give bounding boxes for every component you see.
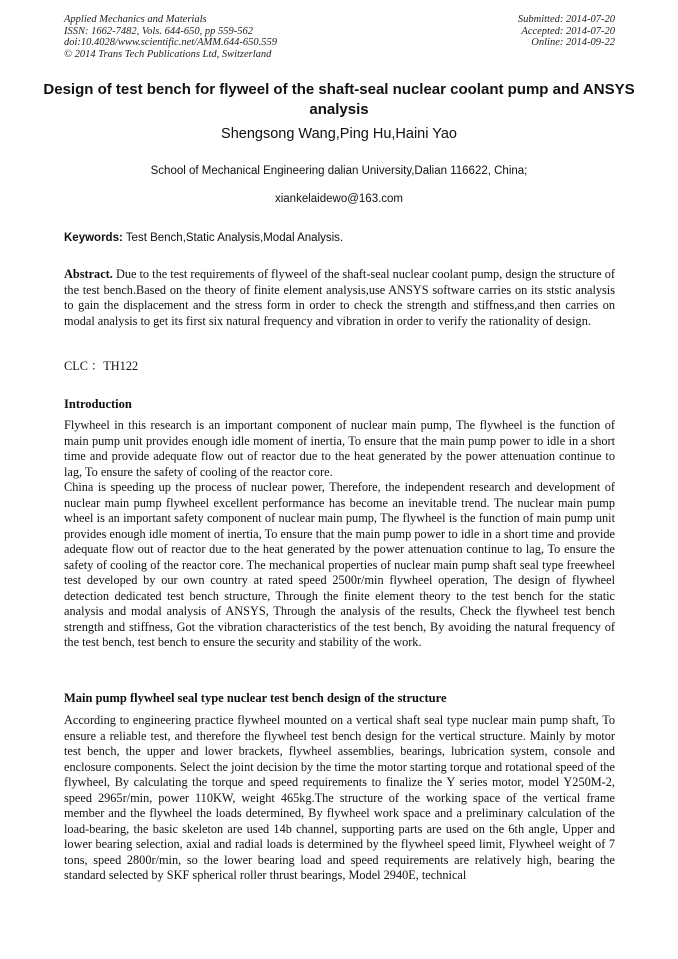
journal-header bbox=[64, 14, 277, 60]
accepted-date: Accepted: 2014-07-20 bbox=[521, 25, 615, 37]
author-list: Shengsong Wang,Ping Hu,Haini Yao bbox=[221, 126, 457, 142]
affiliation: School of Mechanical Engineering dalian University,Dalian 116622, China; bbox=[150, 165, 528, 177]
section-introduction-body bbox=[64, 418, 615, 651]
keywords bbox=[64, 232, 614, 244]
paper-title: Design of test bench for flyweel of the shaft-seal nuclear coolant pump and ANSYS analysis bbox=[43, 81, 635, 118]
submitted-date: Submitted: 2014-07-20 bbox=[517, 14, 615, 25]
journal-name: Applied Mechanics and Materials bbox=[64, 14, 207, 25]
paragraph: According to engineering practice flywheel mounted on a vertical shaft seal type nuclear main pump shaft, To ensure a reliable test, and therefore the flywheel test bench design for the vertical structure. Mainly by motor test bench, the upper and lower brackets, flywheel assemblies, bearings, lubrication system, console and enclosure components. Select the joint decision by the time the motor starting torque and rotational speed of the flywheel, By calculating the torque and speed requirements to finalize the Y series motor, model Y250M-2, speed 2965r/min, power 110KW, weight 465kg.The structure of the working space of the vertical frame member and the flywheel the loads determined, By flywheel work space and a preliminary calculation of the load-bearing, the basic skeleton are used 14b channel, supporting parts are used on the 6th angle, Upper and lower bearing selection, axial and radial loads is determined by the flywheel speed limit, Flywheel weight of 7 tons, speed 2800r/min, so the lower bearing load and speed requirements are relatively high, bearing the standard selected by SKF spherical roller thrust bearings, Model 2940E, technical bbox=[64, 713, 615, 882]
clc-code: CLC ：TH122 bbox=[64, 359, 139, 373]
copyright-line: © 2014 Trans Tech Publications Ltd, Switzerland bbox=[64, 48, 272, 60]
section-heading-introduction: Introduction bbox=[64, 397, 132, 411]
online-date: Online: 2014-09-22 bbox=[531, 37, 615, 48]
keywords-text: Test Bench,Static Analysis,Modal Analysis. bbox=[125, 232, 344, 244]
dates-header bbox=[518, 14, 615, 49]
author-email[interactable]: xiankelaidewo@163.com bbox=[274, 193, 404, 205]
abstract-text: Due to the test requirements of flyweel of the shaft-seal nuclear coolant pump, design the structure of the test bench.Based on the theory of finite element analysis,use ANSYS software carries on its ststic analysis to gain the displacement and the stress form in order to check the strength and stiffness,and then carries on modal analysis to get its first six natural frequency and vibration in order to verify the rationality of design. bbox=[64, 267, 615, 328]
issn-line: ISSN: 1662-7482, Vols. 644-650, pp 559-562 bbox=[64, 25, 253, 37]
doi-line: doi:10.4028/www.scientific.net/AMM.644-650.559 bbox=[64, 37, 277, 48]
section-heading-design: Main pump flywheel seal type nuclear test bench design of the structure bbox=[64, 691, 447, 705]
section-design-body bbox=[64, 713, 615, 884]
paragraph: Flywheel in this research is an important component of nuclear main pump, The flywheel is the function of main pump unit provides enough idle moment of inertia, To ensure that the main pump power to idle in a short time and provide adequate flow out of reactor due to the heat generated by the power attenuation continue to lag, To ensure the safety of cooling of the reactor core. bbox=[64, 418, 615, 479]
paragraph: China is speeding up the process of nuclear power, Therefore, the independent research and development of nuclear main pump flywheel excellent performance has become an inevitable trend. The nuclear main pump wheel is an important safety component of nuclear main pump, The flywheel is the function of main pump unit provides enough idle moment of inertia, To ensure that the main pump power to idle in a short time and provide adequate flow out of reactor due to the heat generated by the power attenuation continue to lag, To ensure the safety of cooling of the reactor core. The mechanical properties of nuclear main pump shaft seal type freewheel test developed by our own country at rated speed 2500r/min flywheel operation, The design of flywheel detection dedicated test bench structure, Through the finite element theory to the test bench for the static analysis and modal analysis of ANSYS, Through the analysis of the results, Check the flywheel test bench strength and stiffness, Got the vibration characteristics of the test bench, By avoiding the natural frequency of the test bench, test bench to ensure the security and stability of the work. bbox=[64, 480, 615, 649]
abstract-label: Abstract. bbox=[64, 267, 113, 281]
keywords-label: Keywords: bbox=[64, 232, 123, 244]
abstract bbox=[64, 267, 615, 329]
